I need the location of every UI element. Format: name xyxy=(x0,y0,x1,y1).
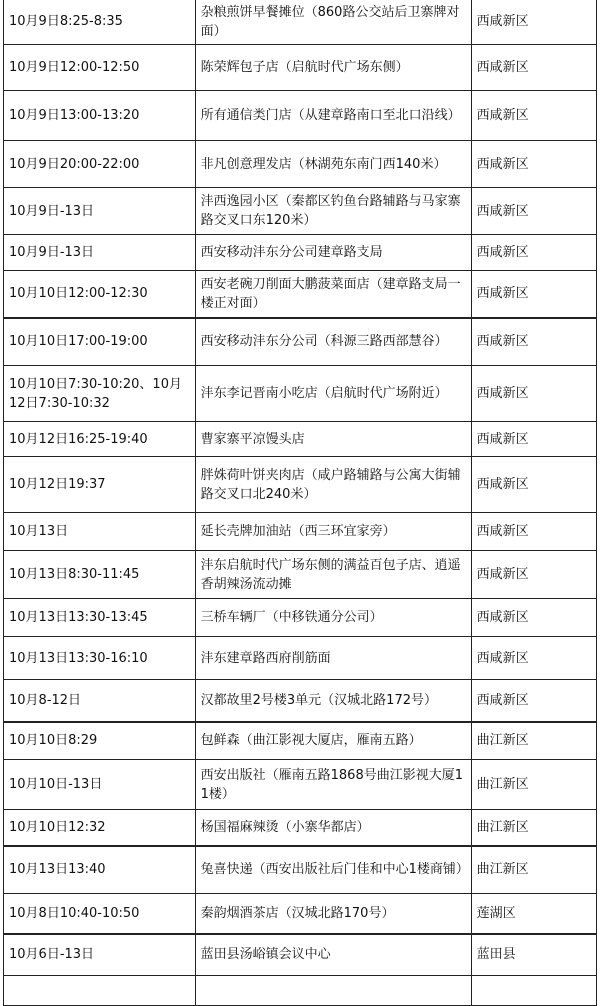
district-cell: 西咸新区 xyxy=(471,235,596,271)
table-body xyxy=(4,0,597,1006)
place-cell: 杂粮煎饼早餐摊位（860路公交站后卫寨牌对面） xyxy=(195,0,471,45)
table-row xyxy=(4,141,597,188)
time-cell: 10月10日8:29 xyxy=(4,722,196,760)
table-row xyxy=(4,894,597,934)
time-cell: 10月13日13:40 xyxy=(4,846,196,894)
place-cell: 胖姝荷叶饼夹肉店（咸户路辅路与公寓大街辅路交叉口北240米） xyxy=(195,457,471,513)
table-row xyxy=(4,934,597,976)
place-cell: 西安移动沣东分公司建章路支局 xyxy=(195,235,471,271)
place-cell: 延长壳牌加油站（西三环宜家旁） xyxy=(195,513,471,551)
table-row xyxy=(4,637,597,680)
time-cell: 10月10日-13日 xyxy=(4,760,196,810)
time-cell: 10月13日8:30-11:45 xyxy=(4,551,196,599)
place-cell: 非凡创意理发店（林湖苑东南门西140米） xyxy=(195,141,471,188)
district-cell: 曲江新区 xyxy=(471,846,596,894)
time-cell: 10月12日19:37 xyxy=(4,457,196,513)
table-row xyxy=(4,235,597,271)
table-row xyxy=(4,318,597,366)
district-cell xyxy=(471,976,596,1006)
place-cell: 西安出版社（雁南五路1868号曲江影视大厦11楼） xyxy=(195,760,471,810)
time-cell: 10月9日20:00-22:00 xyxy=(4,141,196,188)
table-row xyxy=(4,551,597,599)
place-cell xyxy=(195,976,471,1006)
place-cell: 西安老碗刀削面大鹏菠菜面店（建章路支局一楼正对面） xyxy=(195,271,471,318)
district-cell: 西咸新区 xyxy=(471,422,596,457)
table-row xyxy=(4,810,597,846)
time-cell: 10月9日-13日 xyxy=(4,188,196,235)
place-cell: 秦韵烟酒茶店（汉城北路170号） xyxy=(195,894,471,934)
district-cell: 蓝田县 xyxy=(471,934,596,976)
district-cell: 西咸新区 xyxy=(471,141,596,188)
district-cell: 曲江新区 xyxy=(471,810,596,846)
table-row xyxy=(4,513,597,551)
time-cell: 10月6日-13日 xyxy=(4,934,196,976)
table-row xyxy=(4,976,597,1006)
time-cell: 10月10日12:32 xyxy=(4,810,196,846)
district-cell: 曲江新区 xyxy=(471,722,596,760)
table-row xyxy=(4,457,597,513)
place-cell: 沣东启航时代广场东侧的满益百包子店、逍遥香胡辣汤流动摊 xyxy=(195,551,471,599)
table-row xyxy=(4,45,597,91)
place-cell: 陈荣辉包子店（启航时代广场东侧） xyxy=(195,45,471,91)
district-cell: 西咸新区 xyxy=(471,318,596,366)
place-cell: 西安移动沣东分公司（科源三路西部慧谷） xyxy=(195,318,471,366)
table-row xyxy=(4,0,597,45)
place-cell: 所有通信类门店（从建章路南口至北口沿线） xyxy=(195,91,471,141)
time-cell xyxy=(4,976,196,1006)
place-cell: 沣东建章路西府削筋面 xyxy=(195,637,471,680)
time-cell: 10月8-12日 xyxy=(4,680,196,722)
time-cell: 10月9日13:00-13:20 xyxy=(4,91,196,141)
time-cell: 10月13日13:30-16:10 xyxy=(4,637,196,680)
table-row xyxy=(4,271,597,318)
place-cell: 蓝田县汤峪镇会议中心 xyxy=(195,934,471,976)
place-cell: 杨国福麻辣烫（小寨华都店） xyxy=(195,810,471,846)
table-row xyxy=(4,599,597,637)
time-cell: 10月10日17:00-19:00 xyxy=(4,318,196,366)
place-cell: 兔喜快递（西安出版社后门佳和中心1楼商铺） xyxy=(195,846,471,894)
place-cell: 沣西逸园小区（秦都区钓鱼台路辅路与马家寨路交叉口东120米） xyxy=(195,188,471,235)
time-cell: 10月10日7:30-10:20、10月12日7:30-10:32 xyxy=(4,366,196,422)
place-cell: 汉都故里2号楼3单元（汉城北路172号） xyxy=(195,680,471,722)
place-cell: 沣东李记晋南小吃店（启航时代广场附近） xyxy=(195,366,471,422)
table-row xyxy=(4,680,597,722)
time-cell: 10月9日8:25-8:35 xyxy=(4,0,196,45)
district-cell: 西咸新区 xyxy=(471,45,596,91)
district-cell: 西咸新区 xyxy=(471,91,596,141)
table-row xyxy=(4,91,597,141)
time-cell: 10月9日12:00-12:50 xyxy=(4,45,196,91)
district-cell: 西咸新区 xyxy=(471,366,596,422)
district-cell: 西咸新区 xyxy=(471,457,596,513)
table-row xyxy=(4,722,597,760)
district-cell: 西咸新区 xyxy=(471,551,596,599)
time-cell: 10月13日 xyxy=(4,513,196,551)
time-cell: 10月13日13:30-13:45 xyxy=(4,599,196,637)
district-cell: 西咸新区 xyxy=(471,271,596,318)
time-cell: 10月10日12:00-12:30 xyxy=(4,271,196,318)
place-cell: 曹家寨平凉馒头店 xyxy=(195,422,471,457)
district-cell: 西咸新区 xyxy=(471,513,596,551)
district-cell: 西咸新区 xyxy=(471,680,596,722)
table-row xyxy=(4,760,597,810)
time-cell: 10月12日16:25-19:40 xyxy=(4,422,196,457)
table-row xyxy=(4,422,597,457)
table-row xyxy=(4,188,597,235)
location-table xyxy=(3,0,597,1006)
district-cell: 西咸新区 xyxy=(471,188,596,235)
time-cell: 10月8日10:40-10:50 xyxy=(4,894,196,934)
district-cell: 西咸新区 xyxy=(471,0,596,45)
place-cell: 包鲜森（曲江影视大厦店，雁南五路） xyxy=(195,722,471,760)
district-cell: 西咸新区 xyxy=(471,637,596,680)
district-cell: 曲江新区 xyxy=(471,760,596,810)
district-cell: 莲湖区 xyxy=(471,894,596,934)
time-cell: 10月9日-13日 xyxy=(4,235,196,271)
table-row xyxy=(4,366,597,422)
table-row xyxy=(4,846,597,894)
place-cell: 三桥车辆厂（中移铁通分公司） xyxy=(195,599,471,637)
district-cell: 西咸新区 xyxy=(471,599,596,637)
